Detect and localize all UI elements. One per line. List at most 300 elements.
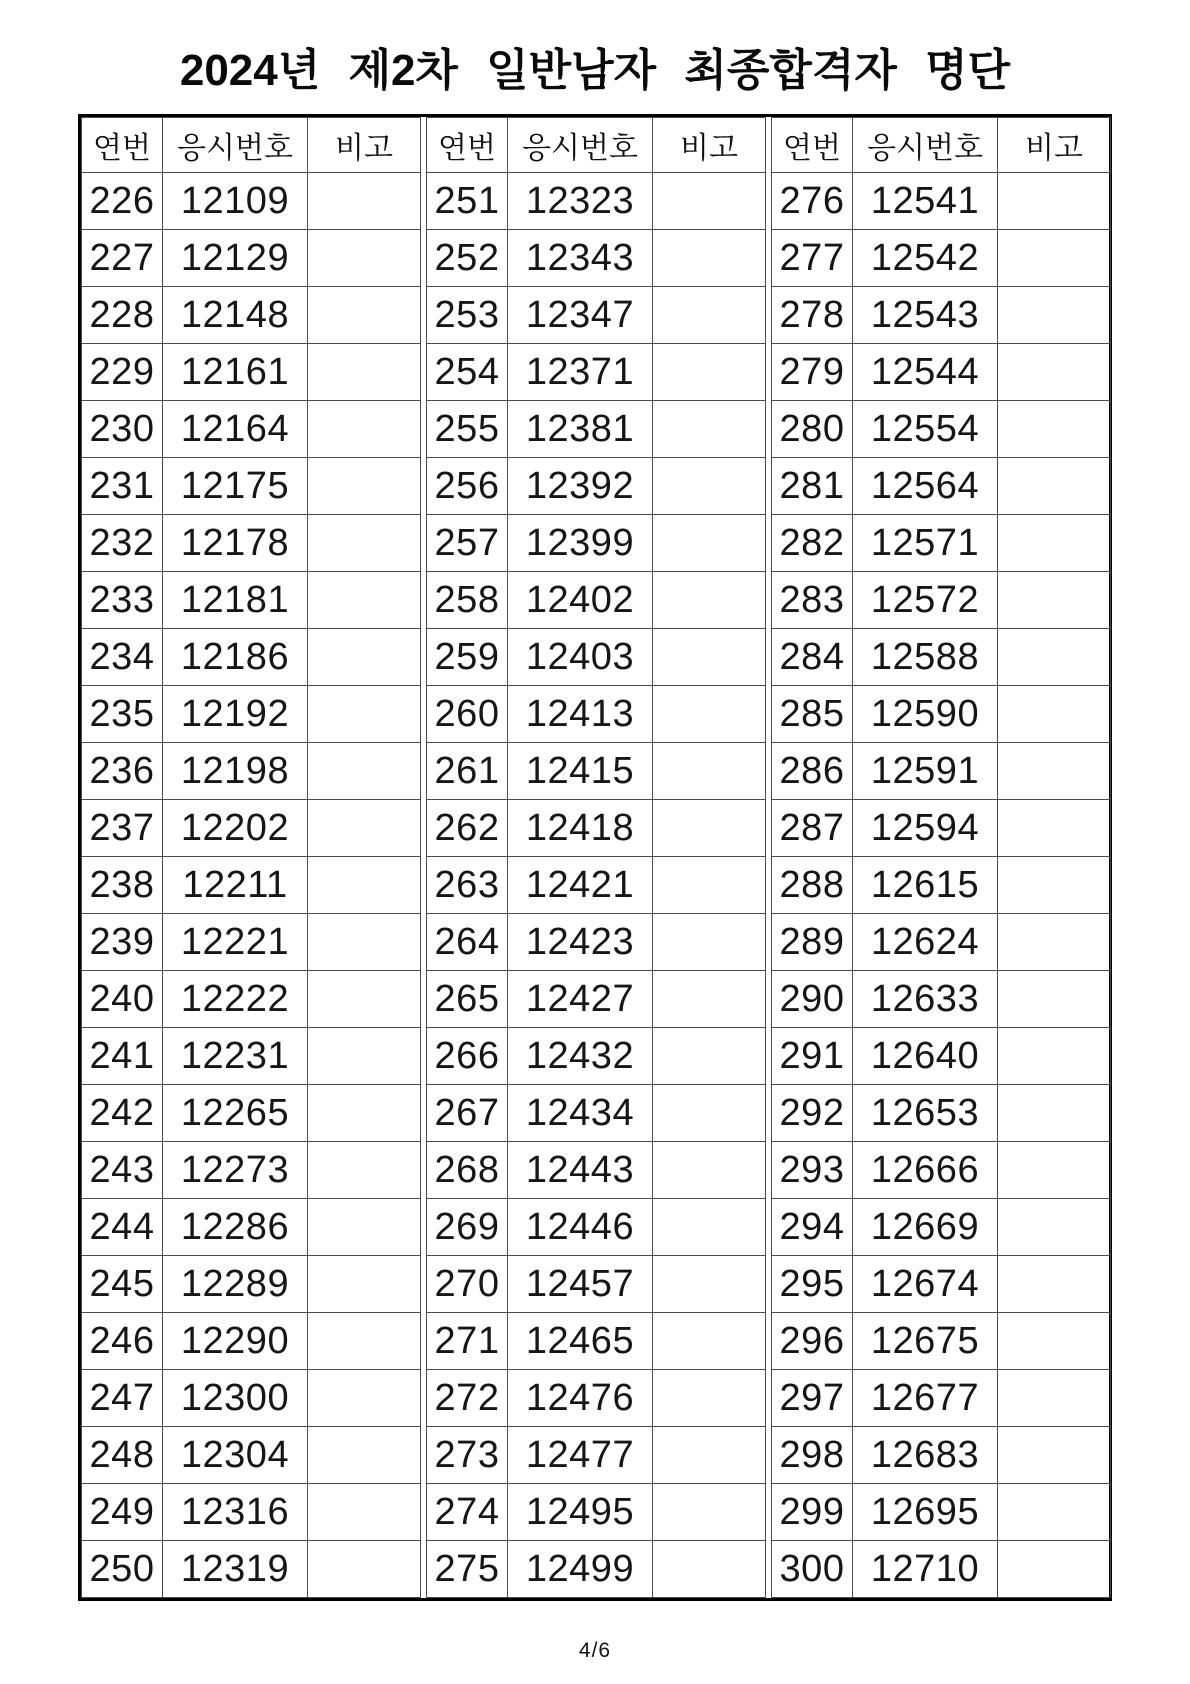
exam-number-cell: 12675 xyxy=(853,1313,998,1370)
table-row xyxy=(772,1199,1111,1256)
exam-number-cell: 12186 xyxy=(163,629,308,686)
serial-cell: 240 xyxy=(82,971,163,1028)
note-cell xyxy=(308,1256,421,1313)
exam-number-cell: 12304 xyxy=(163,1427,308,1484)
exam-number-cell: 12615 xyxy=(853,857,998,914)
serial-cell: 293 xyxy=(772,1142,853,1199)
exam-number-cell: 12418 xyxy=(508,800,653,857)
table-row xyxy=(772,515,1111,572)
serial-cell: 281 xyxy=(772,458,853,515)
table-row xyxy=(772,458,1111,515)
note-cell xyxy=(308,1370,421,1427)
note-cell xyxy=(998,1427,1111,1484)
table-row xyxy=(772,572,1111,629)
serial-cell: 271 xyxy=(427,1313,508,1370)
exam-number-cell: 12476 xyxy=(508,1370,653,1427)
note-cell xyxy=(653,1484,766,1541)
serial-cell: 236 xyxy=(82,743,163,800)
exam-number-cell: 12653 xyxy=(853,1085,998,1142)
serial-cell: 274 xyxy=(427,1484,508,1541)
table-row xyxy=(82,515,421,572)
table-row xyxy=(82,1313,421,1370)
table-row xyxy=(427,230,766,287)
serial-cell: 251 xyxy=(427,173,508,230)
table-row xyxy=(772,1085,1111,1142)
serial-cell: 285 xyxy=(772,686,853,743)
table-row xyxy=(427,173,766,230)
table-row xyxy=(82,971,421,1028)
exam-number-cell: 12222 xyxy=(163,971,308,1028)
table-row xyxy=(427,1313,766,1370)
table-row xyxy=(772,230,1111,287)
table-row xyxy=(82,1484,421,1541)
exam-number-cell: 12571 xyxy=(853,515,998,572)
table-row xyxy=(427,1085,766,1142)
note-cell xyxy=(653,629,766,686)
header-row xyxy=(427,118,766,173)
exam-number-cell: 12415 xyxy=(508,743,653,800)
note-cell xyxy=(653,1370,766,1427)
exam-number-cell: 12666 xyxy=(853,1142,998,1199)
table-row xyxy=(82,1142,421,1199)
serial-cell: 289 xyxy=(772,914,853,971)
table-row xyxy=(427,572,766,629)
table-row xyxy=(82,287,421,344)
table-row xyxy=(427,1370,766,1427)
note-cell xyxy=(653,230,766,287)
exam-number-cell: 12343 xyxy=(508,230,653,287)
table-row xyxy=(772,1541,1111,1598)
serial-cell: 241 xyxy=(82,1028,163,1085)
note-cell xyxy=(308,572,421,629)
note-cell xyxy=(308,857,421,914)
note-cell xyxy=(998,629,1111,686)
exam-number-cell: 12432 xyxy=(508,1028,653,1085)
note-cell xyxy=(998,686,1111,743)
note-cell xyxy=(308,515,421,572)
note-cell xyxy=(308,173,421,230)
table-row xyxy=(427,1484,766,1541)
note-cell xyxy=(308,401,421,458)
note-cell xyxy=(308,458,421,515)
table-row xyxy=(82,1370,421,1427)
table-row xyxy=(772,1484,1111,1541)
note-cell xyxy=(998,287,1111,344)
serial-cell: 258 xyxy=(427,572,508,629)
table-row xyxy=(772,1427,1111,1484)
note-cell xyxy=(308,344,421,401)
note-cell xyxy=(998,1370,1111,1427)
exam-number-cell: 12683 xyxy=(853,1427,998,1484)
serial-cell: 270 xyxy=(427,1256,508,1313)
table-row xyxy=(427,857,766,914)
note-cell xyxy=(653,287,766,344)
exam-number-cell: 12572 xyxy=(853,572,998,629)
note-cell xyxy=(998,1142,1111,1199)
exam-number-cell: 12399 xyxy=(508,515,653,572)
exam-number-cell: 12423 xyxy=(508,914,653,971)
exam-number-cell: 12402 xyxy=(508,572,653,629)
exam-number-cell: 12265 xyxy=(163,1085,308,1142)
exam-number-cell: 12624 xyxy=(853,914,998,971)
serial-cell: 272 xyxy=(427,1370,508,1427)
note-cell xyxy=(308,800,421,857)
note-cell xyxy=(308,971,421,1028)
exam-number-cell: 12443 xyxy=(508,1142,653,1199)
serial-cell: 228 xyxy=(82,287,163,344)
table-row xyxy=(427,287,766,344)
table-row xyxy=(427,800,766,857)
note-cell xyxy=(998,1256,1111,1313)
exam-number-cell: 12554 xyxy=(853,401,998,458)
serial-cell: 230 xyxy=(82,401,163,458)
exam-number-cell: 12710 xyxy=(853,1541,998,1598)
note-cell xyxy=(308,1427,421,1484)
exam-number-cell: 12323 xyxy=(508,173,653,230)
serial-cell: 232 xyxy=(82,515,163,572)
passers-table-group-2 xyxy=(426,117,766,1598)
table-row xyxy=(427,1142,766,1199)
header-row xyxy=(82,118,421,173)
serial-cell: 250 xyxy=(82,1541,163,1598)
serial-cell: 267 xyxy=(427,1085,508,1142)
serial-cell: 239 xyxy=(82,914,163,971)
table-row xyxy=(427,401,766,458)
exam-number-cell: 12457 xyxy=(508,1256,653,1313)
serial-cell: 284 xyxy=(772,629,853,686)
serial-cell: 288 xyxy=(772,857,853,914)
note-cell xyxy=(998,344,1111,401)
serial-cell: 256 xyxy=(427,458,508,515)
note-cell xyxy=(998,1028,1111,1085)
note-cell xyxy=(653,173,766,230)
exam-number-cell: 12319 xyxy=(163,1541,308,1598)
serial-cell: 280 xyxy=(772,401,853,458)
exam-number-cell: 12564 xyxy=(853,458,998,515)
table-row xyxy=(82,173,421,230)
note-cell xyxy=(653,686,766,743)
serial-cell: 246 xyxy=(82,1313,163,1370)
exam-number-cell: 12594 xyxy=(853,800,998,857)
note-cell xyxy=(653,1028,766,1085)
serial-cell: 273 xyxy=(427,1427,508,1484)
note-cell xyxy=(308,1313,421,1370)
table-row xyxy=(82,800,421,857)
serial-cell: 262 xyxy=(427,800,508,857)
note-cell xyxy=(308,1142,421,1199)
table-row xyxy=(427,914,766,971)
table-row xyxy=(772,1028,1111,1085)
table-row xyxy=(82,1085,421,1142)
exam-number-cell: 12175 xyxy=(163,458,308,515)
page-number: 4/6 xyxy=(578,1639,612,1662)
table-row xyxy=(82,1199,421,1256)
note-cell xyxy=(308,230,421,287)
serial-cell: 268 xyxy=(427,1142,508,1199)
serial-cell: 244 xyxy=(82,1199,163,1256)
serial-cell: 248 xyxy=(82,1427,163,1484)
table-row xyxy=(772,857,1111,914)
table-row xyxy=(82,230,421,287)
exam-number-cell: 12289 xyxy=(163,1256,308,1313)
table-row xyxy=(427,458,766,515)
note-cell xyxy=(308,1199,421,1256)
table-row xyxy=(82,1256,421,1313)
note-cell xyxy=(308,287,421,344)
note-cell xyxy=(653,344,766,401)
exam-number-cell: 12198 xyxy=(163,743,308,800)
serial-cell: 269 xyxy=(427,1199,508,1256)
table-row xyxy=(772,1142,1111,1199)
serial-cell: 254 xyxy=(427,344,508,401)
table-row xyxy=(772,686,1111,743)
serial-cell: 278 xyxy=(772,287,853,344)
note-cell xyxy=(308,914,421,971)
table-row xyxy=(772,344,1111,401)
exam-number-cell: 12161 xyxy=(163,344,308,401)
note-cell xyxy=(998,173,1111,230)
exam-number-cell: 12674 xyxy=(853,1256,998,1313)
serial-cell: 283 xyxy=(772,572,853,629)
column-header: 연번 xyxy=(772,118,853,173)
note-cell xyxy=(653,1541,766,1598)
table-row xyxy=(427,971,766,1028)
table-row xyxy=(427,344,766,401)
exam-number-cell: 12178 xyxy=(163,515,308,572)
exam-number-cell: 12434 xyxy=(508,1085,653,1142)
passers-table-group-1 xyxy=(81,117,421,1598)
serial-cell: 294 xyxy=(772,1199,853,1256)
note-cell xyxy=(653,515,766,572)
serial-cell: 265 xyxy=(427,971,508,1028)
column-header: 비고 xyxy=(653,118,766,173)
note-cell xyxy=(653,1085,766,1142)
serial-cell: 282 xyxy=(772,515,853,572)
exam-number-cell: 12446 xyxy=(508,1199,653,1256)
exam-number-cell: 12316 xyxy=(163,1484,308,1541)
serial-cell: 286 xyxy=(772,743,853,800)
exam-number-cell: 12413 xyxy=(508,686,653,743)
serial-cell: 298 xyxy=(772,1427,853,1484)
note-cell xyxy=(998,914,1111,971)
table-row xyxy=(82,914,421,971)
exam-number-cell: 12465 xyxy=(508,1313,653,1370)
exam-number-cell: 12164 xyxy=(163,401,308,458)
serial-cell: 260 xyxy=(427,686,508,743)
serial-cell: 295 xyxy=(772,1256,853,1313)
note-cell xyxy=(998,743,1111,800)
table-row xyxy=(82,857,421,914)
table-row xyxy=(427,1541,766,1598)
column-header: 비고 xyxy=(308,118,421,173)
table-row xyxy=(772,1313,1111,1370)
table-row xyxy=(82,1427,421,1484)
note-cell xyxy=(998,401,1111,458)
note-cell xyxy=(653,1256,766,1313)
serial-cell: 287 xyxy=(772,800,853,857)
column-header: 응시번호 xyxy=(508,118,653,173)
note-cell xyxy=(998,1085,1111,1142)
column-header: 연번 xyxy=(82,118,163,173)
note-cell xyxy=(998,1313,1111,1370)
note-cell xyxy=(998,1199,1111,1256)
note-cell xyxy=(653,401,766,458)
exam-number-cell: 12590 xyxy=(853,686,998,743)
note-cell xyxy=(308,629,421,686)
table-row xyxy=(427,1256,766,1313)
exam-number-cell: 12192 xyxy=(163,686,308,743)
note-cell xyxy=(653,914,766,971)
table-row xyxy=(772,629,1111,686)
table-row xyxy=(772,971,1111,1028)
table-row xyxy=(427,1028,766,1085)
passers-table-group-3 xyxy=(771,117,1111,1598)
serial-cell: 235 xyxy=(82,686,163,743)
note-cell xyxy=(653,971,766,1028)
exam-number-cell: 12677 xyxy=(853,1370,998,1427)
exam-number-cell: 12421 xyxy=(508,857,653,914)
note-cell xyxy=(998,230,1111,287)
serial-cell: 264 xyxy=(427,914,508,971)
exam-number-cell: 12392 xyxy=(508,458,653,515)
note-cell xyxy=(998,800,1111,857)
exam-number-cell: 12148 xyxy=(163,287,308,344)
table-row xyxy=(82,572,421,629)
note-cell xyxy=(653,1142,766,1199)
column-header: 비고 xyxy=(998,118,1111,173)
serial-cell: 255 xyxy=(427,401,508,458)
table-row xyxy=(772,401,1111,458)
table-row xyxy=(82,1028,421,1085)
note-cell xyxy=(653,800,766,857)
table-row xyxy=(82,1541,421,1598)
note-cell xyxy=(998,458,1111,515)
exam-number-cell: 12427 xyxy=(508,971,653,1028)
serial-cell: 245 xyxy=(82,1256,163,1313)
serial-cell: 291 xyxy=(772,1028,853,1085)
exam-number-cell: 12347 xyxy=(508,287,653,344)
exam-number-cell: 12669 xyxy=(853,1199,998,1256)
serial-cell: 300 xyxy=(772,1541,853,1598)
note-cell xyxy=(308,686,421,743)
table-row xyxy=(427,629,766,686)
table-row xyxy=(427,743,766,800)
serial-cell: 279 xyxy=(772,344,853,401)
table-row xyxy=(772,914,1111,971)
table-row xyxy=(82,743,421,800)
column-header: 연번 xyxy=(427,118,508,173)
note-cell xyxy=(308,1484,421,1541)
exam-number-cell: 12211 xyxy=(163,857,308,914)
exam-number-cell: 12541 xyxy=(853,173,998,230)
serial-cell: 276 xyxy=(772,173,853,230)
note-cell xyxy=(653,1199,766,1256)
serial-cell: 277 xyxy=(772,230,853,287)
exam-number-cell: 12202 xyxy=(163,800,308,857)
exam-number-cell: 12695 xyxy=(853,1484,998,1541)
table-row xyxy=(427,686,766,743)
note-cell xyxy=(998,971,1111,1028)
exam-number-cell: 12499 xyxy=(508,1541,653,1598)
note-cell xyxy=(998,572,1111,629)
exam-number-cell: 12181 xyxy=(163,572,308,629)
note-cell xyxy=(653,743,766,800)
serial-cell: 290 xyxy=(772,971,853,1028)
exam-number-cell: 12588 xyxy=(853,629,998,686)
exam-number-cell: 12543 xyxy=(853,287,998,344)
page-title: 2024년 제2차 일반남자 최종합격자 명단 xyxy=(179,46,1011,95)
passers-table xyxy=(78,114,1112,1601)
note-cell xyxy=(998,1541,1111,1598)
table-row xyxy=(772,1370,1111,1427)
serial-cell: 252 xyxy=(427,230,508,287)
exam-number-cell: 12381 xyxy=(508,401,653,458)
table-row xyxy=(82,344,421,401)
serial-cell: 259 xyxy=(427,629,508,686)
exam-number-cell: 12403 xyxy=(508,629,653,686)
table-row xyxy=(772,743,1111,800)
serial-cell: 292 xyxy=(772,1085,853,1142)
serial-cell: 266 xyxy=(427,1028,508,1085)
exam-number-cell: 12633 xyxy=(853,971,998,1028)
exam-number-cell: 12542 xyxy=(853,230,998,287)
serial-cell: 227 xyxy=(82,230,163,287)
column-header: 응시번호 xyxy=(853,118,998,173)
exam-number-cell: 12109 xyxy=(163,173,308,230)
table-row xyxy=(82,629,421,686)
exam-number-cell: 12495 xyxy=(508,1484,653,1541)
note-cell xyxy=(998,515,1111,572)
note-cell xyxy=(308,743,421,800)
serial-cell: 296 xyxy=(772,1313,853,1370)
table-row xyxy=(772,1256,1111,1313)
table-row xyxy=(772,173,1111,230)
note-cell xyxy=(308,1028,421,1085)
note-cell xyxy=(653,1313,766,1370)
note-cell xyxy=(998,1484,1111,1541)
exam-number-cell: 12286 xyxy=(163,1199,308,1256)
exam-number-cell: 12300 xyxy=(163,1370,308,1427)
note-cell xyxy=(653,458,766,515)
serial-cell: 229 xyxy=(82,344,163,401)
serial-cell: 297 xyxy=(772,1370,853,1427)
serial-cell: 237 xyxy=(82,800,163,857)
exam-number-cell: 12231 xyxy=(163,1028,308,1085)
table-row xyxy=(82,686,421,743)
serial-cell: 275 xyxy=(427,1541,508,1598)
table-row xyxy=(427,515,766,572)
serial-cell: 261 xyxy=(427,743,508,800)
table-row xyxy=(82,401,421,458)
exam-number-cell: 12371 xyxy=(508,344,653,401)
note-cell xyxy=(653,572,766,629)
serial-cell: 242 xyxy=(82,1085,163,1142)
exam-number-cell: 12273 xyxy=(163,1142,308,1199)
column-header: 응시번호 xyxy=(163,118,308,173)
serial-cell: 247 xyxy=(82,1370,163,1427)
serial-cell: 299 xyxy=(772,1484,853,1541)
serial-cell: 233 xyxy=(82,572,163,629)
serial-cell: 243 xyxy=(82,1142,163,1199)
serial-cell: 226 xyxy=(82,173,163,230)
serial-cell: 231 xyxy=(82,458,163,515)
header-row xyxy=(772,118,1111,173)
serial-cell: 253 xyxy=(427,287,508,344)
exam-number-cell: 12640 xyxy=(853,1028,998,1085)
table-row xyxy=(82,458,421,515)
note-cell xyxy=(308,1085,421,1142)
serial-cell: 249 xyxy=(82,1484,163,1541)
